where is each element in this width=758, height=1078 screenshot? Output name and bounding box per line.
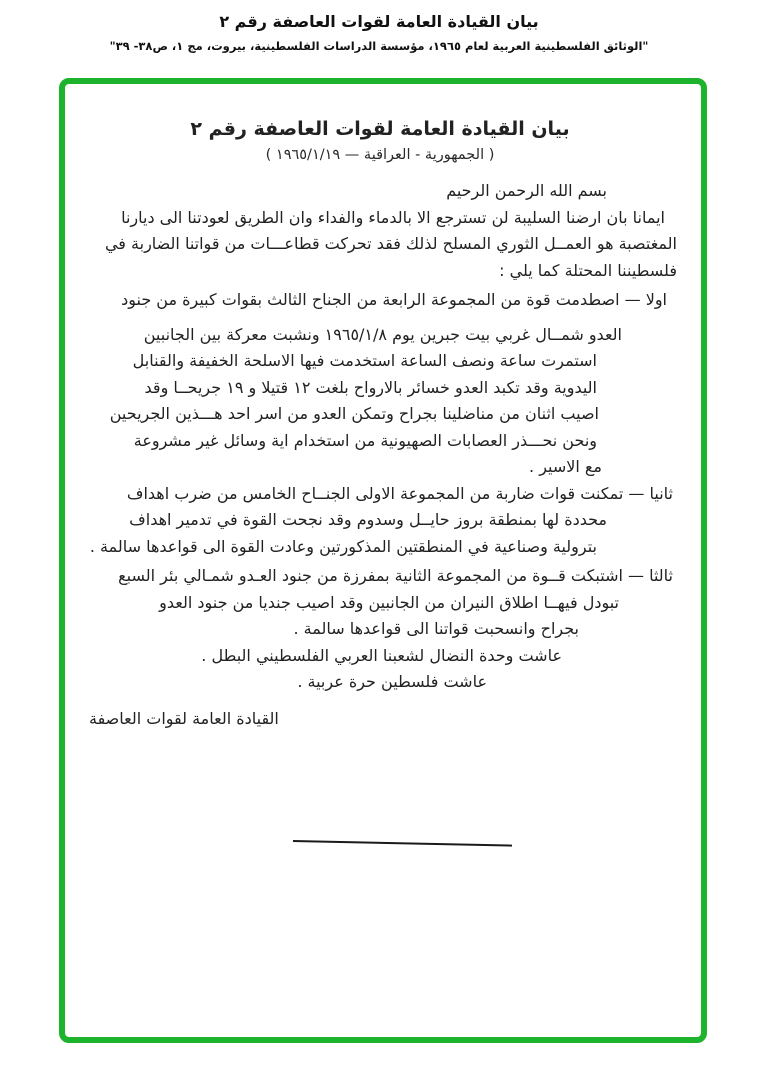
- statement-source-date: ( الجمهورية - العراقية — ١٩٦٥/١/١٩ ): [265, 147, 495, 163]
- body-line: اصيب اثنان من مناضلينا بجراح وتمكن العدو من اسر احد هـــذين الجريحين: [109, 404, 599, 423]
- body-line: فلسطيننا المحتلة كما يلي :: [499, 260, 677, 280]
- body-line: بجراح وانسحبت قواتنا الى قواعدها سالمة .: [293, 619, 579, 638]
- horizontal-rule: [293, 840, 512, 847]
- section-first-line: ثالثا — اشتبكت قــوة من المجموعة الثانية بمفرزة من جنود العـدو شمـالي بئر السبع: [118, 566, 673, 585]
- statement-title: بيان القيادة العامة لقوات العاصفة رقم ٢: [190, 118, 570, 140]
- body-line: ونحن نحـــذر العصابات الصهيونية من استخدام اية وسائل غير مشروعة: [133, 430, 597, 450]
- body-line: تبودل فيهــا اطلاق النيران من الجانبين وقد اصيب جنديا من جنود العدو: [159, 592, 619, 612]
- body-line: ايمانا بان ارضنا السليبة لن تسترجع الا بالدماء والفداء وان الطريق لعودتنا الى ديارنا: [121, 207, 665, 227]
- body-line: المغتصبة هو العمــل الثوري المسلح لذلك فقد تحركت قطاعـــات من قواتنا الضاربة في: [104, 234, 677, 253]
- signature-line: القيادة العامة لقوات العاصفة: [89, 708, 279, 728]
- document-scan: [65, 84, 701, 1037]
- source-citation: "الوثائق الفلسطينية العربية لعام ١٩٦٥، مؤسسة الدراسات الفلسطينية، بيروت، مج ١، ص٣٨- ٣٩": [109, 39, 649, 53]
- green-border-frame: [59, 78, 707, 1043]
- section-first-line: ثانيا — تمكنت قوات ضاربة من المجموعة الاولى الجنــاح الخامس من ضرب اهداف: [126, 483, 673, 503]
- section-first-line: اولا — اصطدمت قوة من المجموعة الرابعة من الجناح الثالث بقوات كبيرة من جنود: [121, 290, 667, 309]
- body-line: اليدوية وقد تكبد العدو خسائر بالارواح بلغت ١٢ قتيلا و ١٩ جريحــا وقد: [144, 377, 597, 397]
- body-line: محددة لها بمنطقة بروز حايــل وسدوم وقد نجحت القوة في تدمير اهداف: [129, 510, 607, 529]
- statement-body: [83, 178, 677, 732]
- closing-slogan-line: عاشت وحدة النضال لشعبنا العربي الفلسطيني البطل .: [201, 645, 562, 665]
- body-line: استمرت ساعة ونصف الساعة استخدمت فيها الاسلحة الخفيفة والقنابل: [132, 351, 597, 370]
- closing-slogan-line: عاشت فلسطين حرة عربية .: [297, 672, 487, 691]
- document-heading: بيان القيادة العامة لقوات العاصفة رقم ٢: [219, 12, 539, 31]
- page-header: [0, 12, 758, 53]
- body-line: بترولية وصناعية في المنطقتين المذكورتين وعادت القوة الى قواعدها سالمة .: [89, 536, 597, 556]
- basmala-line: بسم الله الرحمن الرحيم: [446, 181, 607, 200]
- body-line: العدو شمــال غربي بيت جبرين يوم ١٩٦٥/١/٨ ونشبت معركة بين الجانبين: [143, 324, 622, 344]
- body-line: مع الاسير .: [529, 457, 602, 476]
